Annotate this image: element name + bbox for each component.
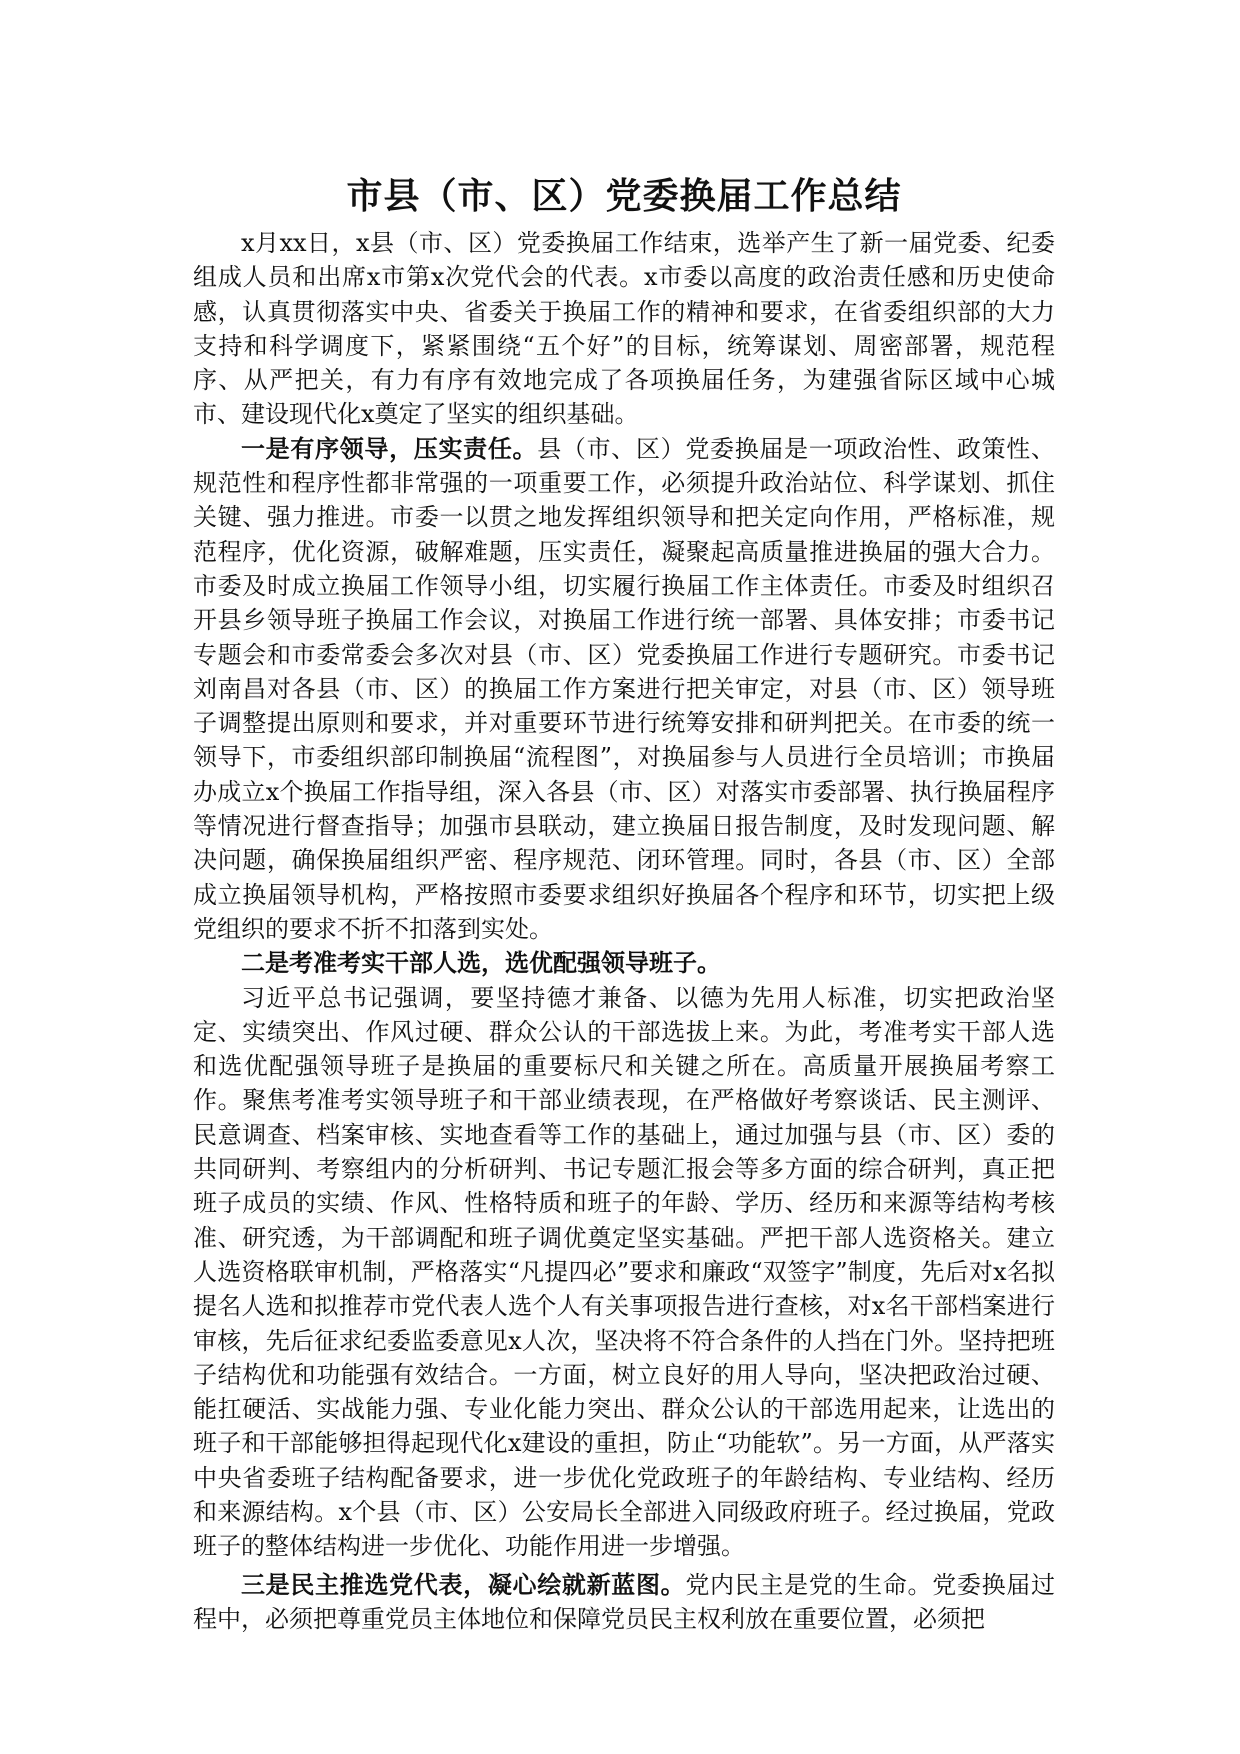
intro-paragraph: x月xx日，x县（市、区）党委换届工作结束，选举产生了新一届党委、纪委组成人员和出席x市第x次党代会的代表。x市委以高度的政治责任感和历史使命感，认真贯彻落实中央、省委关于换届工作的精神和要求，在省委组织部的大力支持和科学调度下，紧紧围绕“五个好”的目标，统筹谋划、周密部署，规范程序、从严把关，有力有序有效地完成了各项换届任务，为建强省际区域中心城市、建设现代化x奠定了坚实的组织基础。 <box>193 229 1055 429</box>
section-1-lead: 一是有序领导，压实责任。 <box>241 434 538 463</box>
section-3-paragraph <box>193 1568 1055 1637</box>
section-3-lead: 三是民主推选党代表，凝心绘就新蓝图。 <box>241 1570 686 1599</box>
section-2-heading: 二是考准考实干部人选，选优配强领导班子。 <box>241 949 721 978</box>
section-2-paragraph: 习近平总书记强调，要坚持德才兼备、以德为先用人标准，切实把政治坚定、实绩突出、作风过硬、群众公认的干部选拔上来。为此，考准考实干部人选和选优配强领导班子是换届的重要标尺和关键之所在。高质量开展换届考察工作。聚焦考准考实领导班子和干部业绩表现，在严格做好考察谈话、民主测评、民意调查、档案审核、实地查看等工作的基础上，通过加强与县（市、区）委的共同研判、考察组内的分析研判、书记专题汇报会等多方面的综合研判，真正把班子成员的实绩、作风、性格特质和班子的年龄、学历、经历和来源等结构考核准、研究透，为干部调配和班子调优奠定坚实基础。严把干部人选资格关。建立人选资格联审机制，严格落实“凡提四必”要求和廉政“双签字”制度，先后对x名拟提名人选和拟推荐市党代表人选个人有关事项报告进行查核，对x名干部档案进行审核，先后征求纪委监委意见x人次，坚决将不符合条件的人挡在门外。坚持把班子结构优和功能强有效结合。一方面，树立良好的用人导向，坚决把政治过硬、能扛硬活、实战能力强、专业化能力突出、群众公认的干部选用起来，让选出的班子和干部能够担得起现代化x建设的重担，防止“功能软”。另一方面，从严落实中央省委班子结构配备要求，进一步优化党政班子的年龄结构、专业结构、经历和来源结构。x个县（市、区）公安局长全部进入同级政府班子。经过换届，党政班子的整体结构进一步优化、功能作用进一步增强。 <box>193 983 1055 1561</box>
document-page <box>193 168 1055 1636</box>
section-1-paragraph <box>193 432 1055 946</box>
document-title: 市县（市、区）党委换届工作总结 <box>346 176 902 217</box>
section-3-body: 党内民主是党的生命。党委换届过程中，必须把尊重党员主体地位和保障党员民主权利放在重要位置，必须把 <box>193 1570 1055 1633</box>
section-1-body: 县（市、区）党委换届是一项政治性、政策性、规范性和程序性都非常强的一项重要工作，必须提升政治站位、科学谋划、抓住关键、强力推进。市委一以贯之地发挥组织领导和把关定向作用，严格标准，规范程序，优化资源，破解难题，压实责任，凝聚起高质量推进换届的强大合力。市委及时成立换届工作领导小组，切实履行换届工作主体责任。市委及时组织召开县乡领导班子换届工作会议，对换届工作进行统一部署、具体安排；市委书记专题会和市委常委会多次对县（市、区）党委换届工作进行专题研究。市委书记刘南昌对各县（市、区）的换届工作方案进行把关审定，对县（市、区）领导班子调整提出原则和要求，并对重要环节进行统筹安排和研判把关。在市委的统一领导下，市委组织部印制换届“流程图”，对换届参与人员进行全员培训；市换届办成立x个换届工作指导组，深入各县（市、区）对落实市委部署、执行换届程序等情况进行督查指导；加强市县联动，建立换届日报告制度，及时发现问题、解决问题，确保换届组织严密、程序规范、闭环管理。同时，各县（市、区）全部成立换届领导机构，严格按照市委要求组织好换届各个程序和环节，切实把上级党组织的要求不折不扣落到实处。 <box>193 434 1055 943</box>
